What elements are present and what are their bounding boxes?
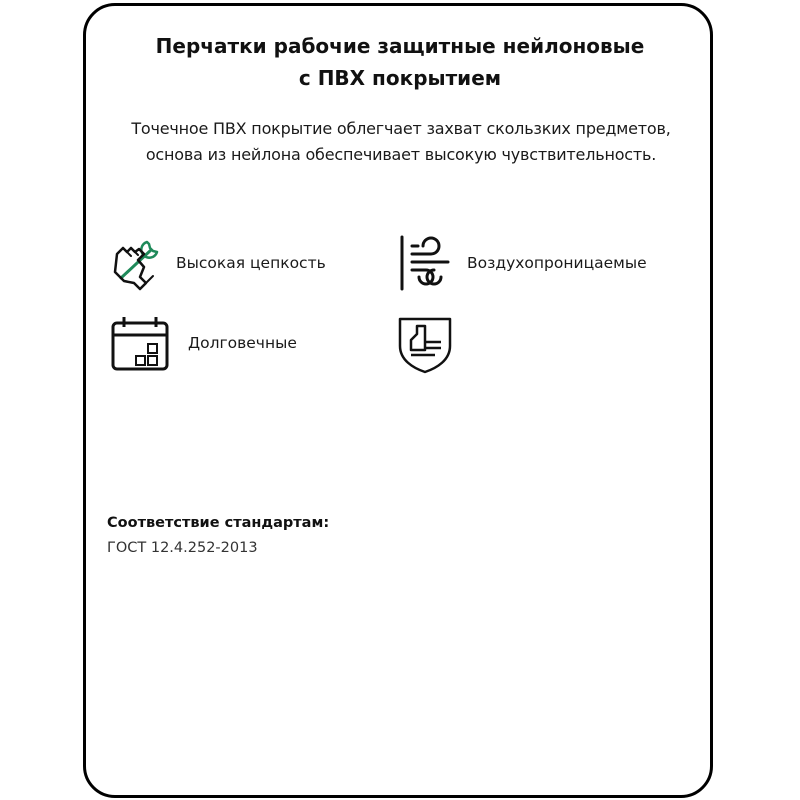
feature-high-grip [106, 233, 326, 293]
page-title [0, 30, 800, 94]
feature-label: Высокая цепкость [176, 254, 326, 272]
feature-label: Долговечные [188, 334, 297, 352]
glove-wrench-icon [106, 233, 166, 293]
feature-durable [110, 313, 297, 373]
standards-value: ГОСТ 12.4.252-2013 [107, 540, 258, 556]
title-line-1: Перчатки рабочие защитные нейлоновые [155, 34, 645, 58]
product-description [96, 116, 706, 168]
feature-breathable [393, 233, 647, 293]
standards-title: Соответствие стандартам: [107, 515, 330, 531]
shield-mechanical-protection-icon [395, 315, 455, 375]
feature-label: Воздухопроницаемые [467, 254, 647, 272]
feature-mechanical-protection [395, 315, 455, 375]
title-line-2: с ПВХ покрытием [298, 66, 502, 90]
description-line-2: основа из нейлона обеспечивает высокую чувствительность. [145, 145, 657, 164]
wind-breathable-icon [393, 233, 453, 293]
description-line-1: Точечное ПВХ покрытие облегчает захват скользких предметов, [131, 119, 671, 138]
calendar-durable-icon [110, 313, 170, 373]
